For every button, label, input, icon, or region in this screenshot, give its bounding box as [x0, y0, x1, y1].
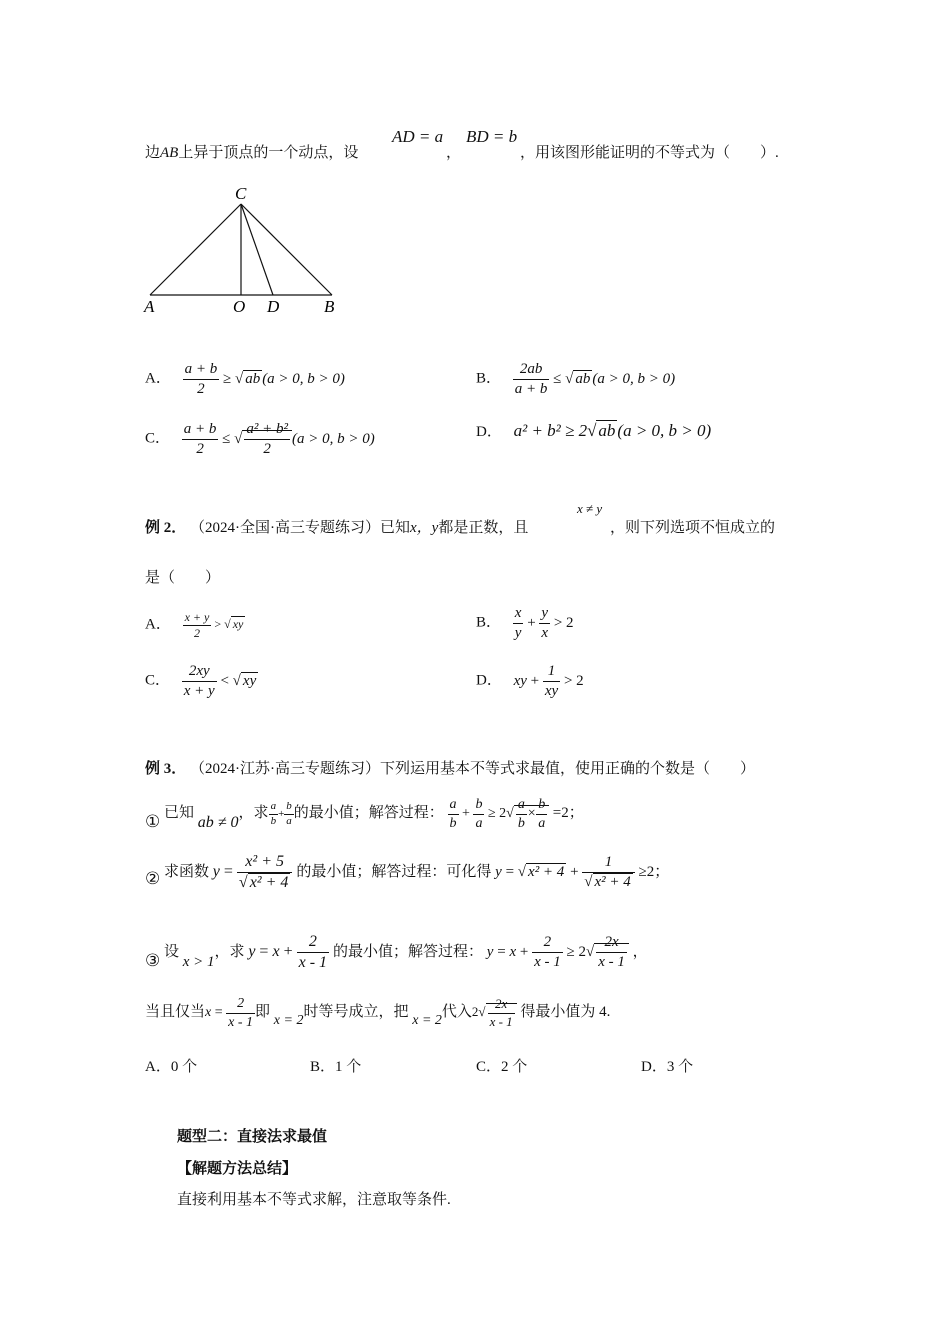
ex2-b-label: B．: [476, 614, 502, 631]
ex2-c-label: C．: [145, 672, 171, 689]
ex2-d-label: D．: [476, 672, 502, 689]
q1-option-d[interactable]: [476, 420, 711, 441]
item3-t3: 的最小值；解答过程：: [333, 944, 484, 961]
ex2-option-b[interactable]: [476, 604, 574, 643]
ex2-post: ，则下列选项不恒成立的: [610, 520, 776, 536]
method-summary-title: 【解题方法总结】: [177, 1161, 298, 1177]
q1-b-label: B．: [476, 370, 502, 387]
bd-eq: BD = b: [466, 127, 518, 146]
q1-d-expr: a² + b² ≥ 2√ ab (a > 0, b > 0): [513, 421, 712, 440]
q1-a-expr: $\frac{a + b}{2}$ ≥ √ ab (a > 0, b > 0): [184, 361, 345, 397]
ex2-mid: 都是正数，且: [438, 520, 529, 536]
item1-cond: ab ≠ 0: [197, 814, 239, 832]
q1-option-c[interactable]: [145, 420, 375, 459]
item3-t4: ，: [632, 944, 648, 961]
ex2-source: （2024·全国·高三专题练习）已知: [190, 520, 411, 536]
q1-c-expr: $\frac{a + b}{2}$ ≤ √ $\frac{\text{a² + b²}}{2}$ (a > 0, b > 0): [183, 421, 375, 457]
ex2-c-expr: $\frac{2xy}{x + y}$ < √ xy: [183, 663, 257, 699]
ex2-title: 例 2．: [145, 520, 187, 536]
ex2-option-d[interactable]: [476, 662, 584, 701]
q1-c-label: C．: [145, 430, 171, 447]
item2-expr: y = √ x² + 4 + $\frac{1}{\text{√ x² + 4}}$: [495, 864, 638, 880]
ex3-option-b[interactable]: B．1 个: [310, 1059, 362, 1075]
line4-t5: 得最小值为 4.: [520, 1004, 611, 1021]
item1-target: $\frac{a}{b}$ + $\frac{b}{a}$: [270, 800, 292, 828]
q1-b-expr: $\frac{2ab}{a + b}$ ≤ √ ab (a > 0, b > 0): [514, 361, 676, 397]
intro-line: [145, 141, 358, 162]
q1-a-label: A．: [145, 370, 171, 387]
ex2-cond: x ≠ y: [577, 501, 603, 516]
q1-d-label: D．: [476, 424, 502, 440]
item1-t3: 的最小值；解答过程：: [293, 805, 444, 822]
line4-t1: 当且仅当: [145, 1004, 206, 1021]
label-b: B: [324, 297, 335, 316]
label-c: C: [235, 184, 247, 203]
intro-mid: 上异于顶点的一个动点，设: [178, 145, 359, 161]
ex2-vars: x，y: [410, 520, 439, 536]
intro-comma: ，: [446, 145, 462, 161]
ex3-line4: [145, 995, 610, 1031]
line4-t2: 即: [255, 1004, 271, 1021]
ex2-option-c[interactable]: [145, 662, 258, 701]
method-summary-body: 直接利用基本不等式求解，注意取等条件.: [177, 1192, 451, 1208]
line-cd: [241, 204, 273, 295]
item1-num: ①: [145, 812, 161, 832]
line-ac: [150, 204, 241, 295]
item2-num: ②: [145, 869, 161, 889]
ex2-d-expr: xy + $\frac{1}{xy}$ > 2: [513, 663, 584, 699]
ex3-option-c[interactable]: C．2 个: [476, 1059, 528, 1075]
item2-t3: ≥2；: [638, 864, 670, 881]
ex2-a-expr: $\frac{x + y}{2}$ > √ xy: [184, 610, 244, 640]
ex3-item3: [145, 932, 648, 973]
ex3-option-a[interactable]: A．0 个: [145, 1059, 198, 1075]
label-d: D: [267, 297, 280, 316]
ex2-option-a[interactable]: [145, 610, 245, 641]
ad-eq: AD = a: [392, 127, 444, 146]
ex3-item1: [145, 796, 584, 832]
ex3-line1: [145, 757, 755, 778]
ex3-option-d[interactable]: D．3 个: [641, 1059, 694, 1075]
line4-cond: x = $\frac{2}{x - 1}$: [205, 996, 254, 1030]
line-cb: [241, 204, 332, 295]
ex2-line2: 是（ ）: [145, 570, 221, 586]
ex2-b-expr: $\frac{x}{y}$ + $\frac{y}{x}$ > 2: [514, 605, 574, 641]
intro-post: ，用该图形能证明的不等式为（ ）.: [520, 145, 779, 161]
item2-t2: 的最小值；解答过程：可化得: [296, 864, 492, 881]
q1-option-b[interactable]: [476, 360, 675, 399]
ex3-title: 例 3．: [145, 761, 187, 777]
label-a: A: [144, 297, 155, 316]
triangle-diagram: [140, 180, 350, 320]
section-heading: 题型二：直接法求最值: [177, 1129, 328, 1145]
item3-num: ③: [145, 951, 161, 971]
ex3-text: （2024·江苏·高三专题练习）下列运用基本不等式求最值，使用正确的个数是（ ）: [190, 761, 756, 777]
item3-t1: 设: [164, 944, 180, 961]
item3-t2: ，求: [214, 944, 245, 961]
line4-eq2: x = 2: [412, 1013, 442, 1029]
line4-expr: 2√ $\frac{2x}{x - 1}$: [472, 1003, 517, 1019]
line4-t3: 时等号成立，把: [303, 1004, 409, 1021]
item1-t4: =2；: [552, 805, 584, 822]
segment-ab: AB: [160, 145, 179, 161]
q1-option-a[interactable]: [145, 360, 345, 399]
item3-cond: x > 1: [182, 954, 215, 971]
ex2-line1: [145, 516, 528, 537]
line4-t4: 代入: [441, 1004, 472, 1021]
item2-func: y = $\frac{\text{x² + 5}}{\text{√ x² + 4}}$: [213, 863, 297, 880]
label-o: O: [233, 297, 246, 316]
line4-eq: x = 2: [273, 1013, 304, 1029]
item3-expr: y = x + $\frac{2}{x - 1}$ ≥ 2√ $\frac{2x}{x - 1}$: [487, 944, 633, 960]
intro-pre: 边: [145, 145, 161, 161]
item2-t1: 求函数: [164, 864, 210, 881]
item1-expr: $\frac{a}{b}$ + $\frac{b}{a}$ ≥ 2√ $\frac{a}{b}$ × $\frac{b}{a}$: [448, 806, 553, 821]
ex3-item2: [145, 852, 669, 893]
item1-t1: 已知: [164, 805, 195, 822]
ex2-a-label: A．: [145, 616, 171, 633]
item1-t2: ，求: [238, 805, 269, 822]
item3-func: y = x + $\frac{2}{x - 1}$: [248, 933, 328, 971]
